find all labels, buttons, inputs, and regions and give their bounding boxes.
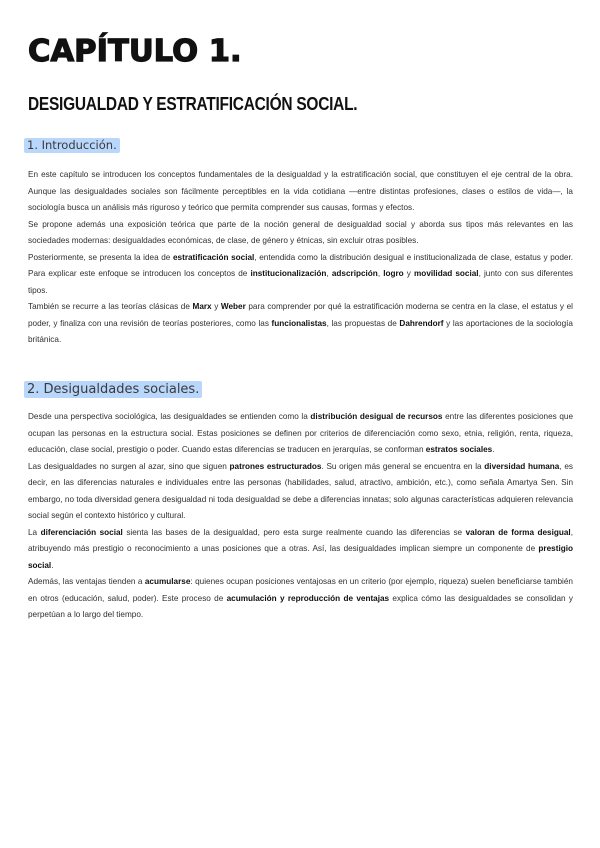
bold-term: estratificación social [172,252,255,262]
text-run: : quienes ocupan posiciones ventajosas en un criterio (por ejemplo, riqueza) suelen beneficiarse también en otros (educación, salud, poder). Este proceso de [28,577,573,603]
bold-term: funcionalistas [271,318,327,328]
text-run: También se recurre a las teorías clásicas de [28,302,193,311]
paragraph [28,250,573,300]
text-run: , [377,269,384,278]
bold-term: diferenciación social [40,527,123,537]
text-run: . Su origen más general se encuentra en la [321,461,485,471]
text-run: Además, las ventajas tienden a [28,577,145,586]
text-run: y [211,302,221,311]
bold-term: valoran de forma desigual [465,527,571,537]
text-run: , las propuestas de [326,318,400,328]
bold-term: diversidad humana [484,461,560,471]
chapter-subtitle: DESIGUALDAD Y ESTRATIFICACIÓN SOCIAL. [28,94,358,114]
text-run: . [492,445,495,454]
paragraph [28,299,573,349]
text-run: , atribuyendo más prestigio o reconocimiento a unas posiciones que a otras. Así, las desigualdades implican siempre un componente de [28,527,573,553]
paragraph [28,525,573,575]
text-run: , es decir, en las diferencias naturales e individuales entre las personas (habilidades, salud, atractivo, ambición, etc.), como señala Amartya Sen. Sin embargo, no toda diversidad genera desigualdad ni toda desigualdad se debe a diferencias innatas; solo algunas características adquieren relevancia social según el contexto histórico y cultural. [28,461,573,520]
text-run: y las aportaciones de la sociología británica. [28,318,573,344]
text-run: Desde una perspectiva sociológica, las desigualdades se entienden como la [28,412,311,421]
bold-term: acumularse [144,577,191,586]
paragraph [28,217,573,250]
chapter-title: CAPÍTULO 1. [28,34,242,69]
text-run: En este capítulo se introducen los conceptos fundamentales de la desigualdad y la estratificación social, que constituyen el eje central de la obra. Aunque las desigualdades sociales son fácilmente perceptibles en la vida cotidiana —entre distintas profesiones, clases o estilos de vida—, la sociología busca un análisis más riguroso y teórico que permita comprender sus causas, formas y efectos. [28,170,573,212]
paragraph [28,459,573,525]
paragraph [28,409,573,459]
text-run: Se propone además una exposición teórica que parte de la noción general de desigualdad social y aborda sus tipos más relevantes en las sociedades modernas: desigualdades económicas, de clase, de género y étnicas, sin excluir otras posibles. [28,219,573,245]
section-heading-desigualdades-sociales: 2. Desigualdades sociales. [24,381,202,398]
bold-term: acumulación y reproducción de ventajas [226,593,390,603]
text-run: Posteriormente, se presenta la idea de [28,252,173,262]
text-run: , entendida como la distribución desigual e institucionalizada de clase, estatus y poder. Para explicar este enfoque se introducen los conceptos de [28,252,573,278]
text-run: entre las diferentes posiciones que ocupan las personas en la estructura social. Estas posiciones se definen por criterios de diferenciación como sexo, etnia, religión, renta, riqueza, educación, clase social, prestigio o poder. Cuando estas diferencias se traducen en jerarquías, se conforman [28,412,573,454]
bold-term: Dahrendorf [399,318,444,328]
section-body-introduccion [28,167,573,349]
bold-term: logro [383,269,404,278]
bold-term: Weber [220,302,246,311]
bold-term: patrones estructurados [229,461,322,471]
text-run: Las desigualdades no surgen al azar, sino que siguen [28,461,230,471]
text-run: La [28,527,41,537]
text-run: explica cómo las desigualdades se consolidan y perpetúan a lo largo del tiempo. [28,593,573,619]
text-run: , [326,269,332,278]
section-heading-introduccion: 1. Introducción. [24,138,120,153]
text-run: , junto con sus diferentes tipos. [28,269,573,295]
bold-term: movilidad social [414,269,479,278]
text-run: . [51,560,54,570]
bold-term: adscripción [331,269,378,278]
bold-term: prestigio social [28,544,573,570]
paragraph [28,167,573,217]
bold-term: estratos sociales [425,445,493,454]
text-run: para comprender por qué la estratificación moderna se centra en la clase, el estatus y el poder, y finaliza con una revisión de teorías posteriores, como las [28,302,573,328]
paragraph [28,574,573,624]
bold-term: Marx [192,302,212,311]
text-run: sienta las bases de la desigualdad, pero esta surge realmente cuando las diferencias se [122,527,466,537]
section-body-desigualdades-sociales [28,409,573,624]
bold-term: institucionalización [250,269,327,278]
bold-term: distribución desigual de recursos [310,412,443,421]
text-run: y [403,269,415,278]
